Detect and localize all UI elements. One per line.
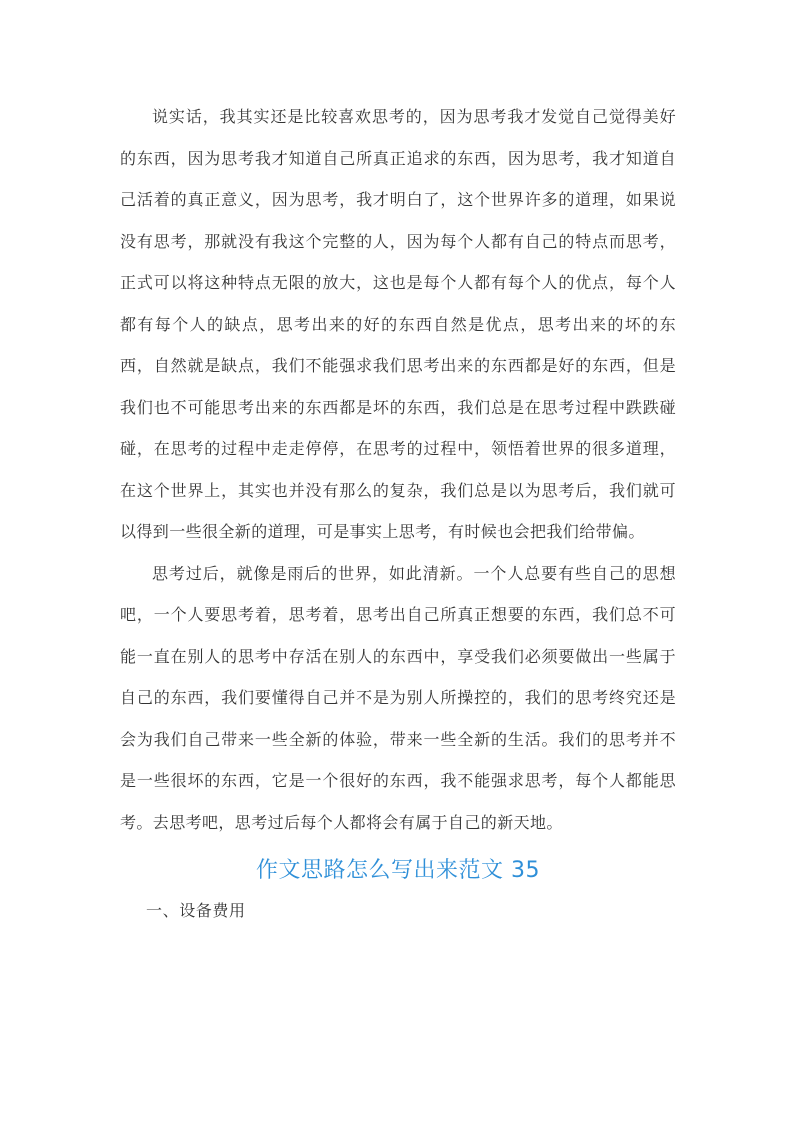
body-paragraph-1: 说实话，我其实还是比较喜欢思考的，因为思考我才发觉自己觉得美好的东西，因为思考我才知道自己所真正追求的东西，因为思考，我才知道自己活着的真正意义，因为思考，我才明白了，这个世界许多的道理，如果说没有思考，那就没有我这个完整的人，因为每个人都有自己的特点而思考，正式可以将这种特点无限的放大，这也是每个人都有每个人的优点，每个人都有每个人的缺点，思考出来的好的东西自然是优点，思考出来的坏的东西，自然就是缺点，我们不能强求我们思考出来的东西都是好的东西，但是我们也不可能思考出来的东西都是坏的东西，我们总是在思考过程中跌跌碰碰，在思考的过程中走走停停，在思考的过程中，领悟着世界的很多道理，在这个世界上，其实也并没有那么的复杂，我们总是以为思考后，我们就可以得到一些很全新的道理，可是事实上思考，有时候也会把我们给带偏。 <box>120 107 676 541</box>
section-heading: 作文思路怎么写出来范文 35 <box>256 858 540 883</box>
document-page <box>120 96 676 925</box>
body-paragraph-2: 思考过后，就像是雨后的世界，如此清新。一个人总要有些自己的思想吧，一个人要思考着，思考着，思考出自己所真正想要的东西，我们总不可能一直在别人的思考中存活在别人的东西中，享受我们必须要做出一些属于自己的东西，我们要懂得自己并不是为别人所操控的，我们的思考终究还是会为我们自己带来一些全新的体验，带来一些全新的生活。我们的思考并不是一些很坏的东西，它是一个很好的东西，我不能强求思考，每个人都能思考。去思考吧，思考过后每个人都将会有属于自己的新天地。 <box>120 563 676 832</box>
section-item-1: 一、设备费用 <box>146 901 246 920</box>
